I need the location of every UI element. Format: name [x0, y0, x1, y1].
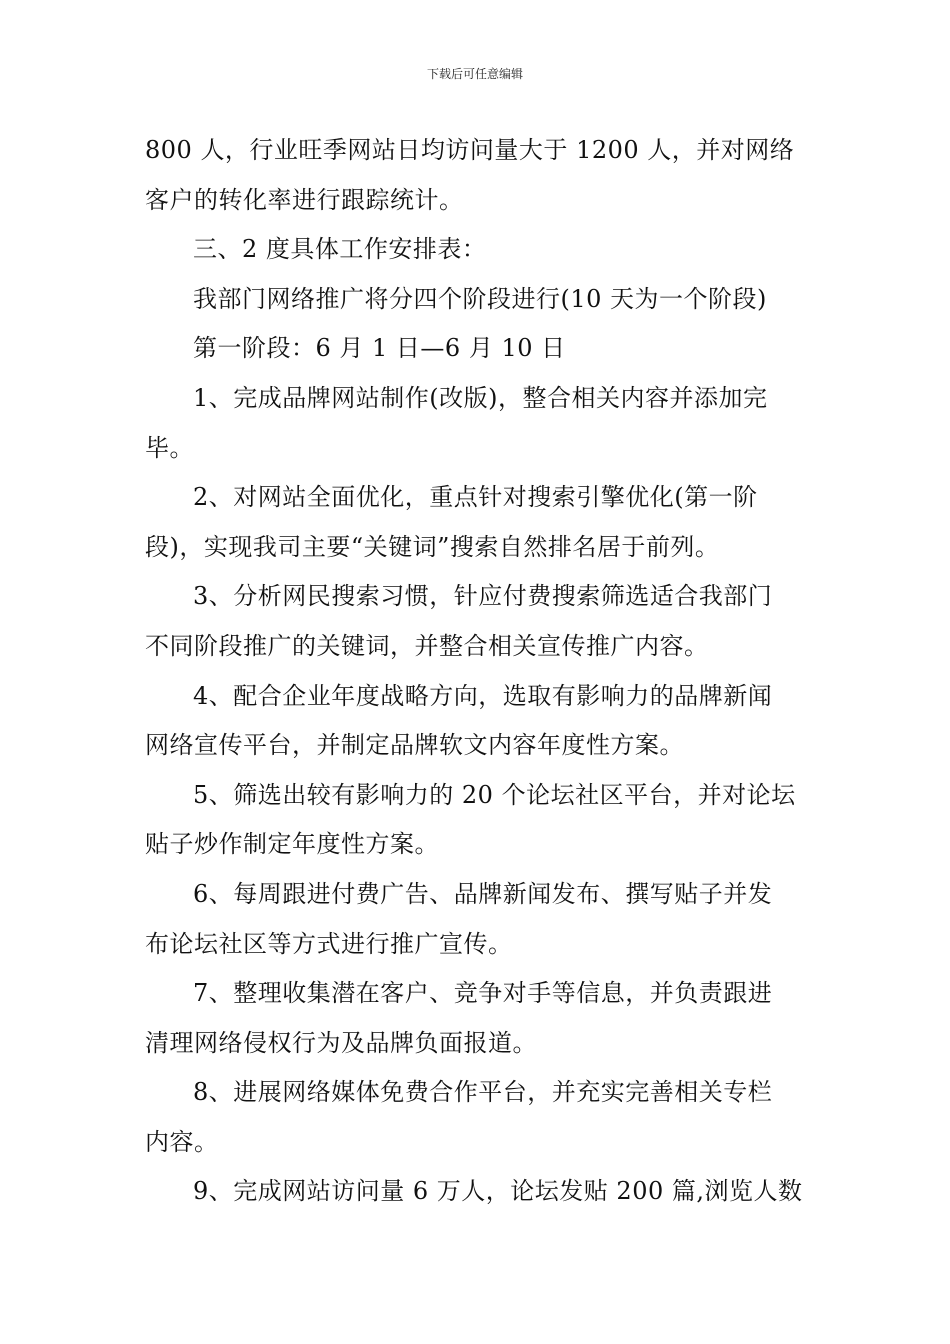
list-item-8: 8、进展网络媒体免费合作平台，并充实完善相关专栏	[193, 1078, 773, 1107]
list-item-4: 4、配合企业年度战略方向，选取有影响力的品牌新闻	[193, 681, 773, 710]
list-item-9: 9、完成网站访问量 6 万人，论坛发贴 200 篇,浏览人数	[193, 1177, 803, 1206]
list-item-8-cont: 内容。	[145, 1127, 219, 1156]
list-item-3-cont: 不同阶段推广的关键词，并整合相关宣传推广内容。	[145, 631, 709, 660]
list-item-3: 3、分析网民搜索习惯，针应付费搜索筛选适合我部门	[193, 582, 773, 611]
text-line: 我部门网络推广将分四个阶段进行(10 天为一个阶段)	[193, 284, 767, 313]
list-item-1-cont: 毕。	[145, 433, 194, 462]
phase-heading: 第一阶段：6 月 1 日—6 月 10 日	[193, 334, 566, 363]
list-item-6: 6、每周跟进付费广告、品牌新闻发布、撰写贴子并发	[193, 879, 773, 908]
list-item-7: 7、整理收集潜在客户、竞争对手等信息，并负责跟进	[193, 979, 773, 1008]
list-item-4-cont: 网络宣传平台，并制定品牌软文内容年度性方案。	[145, 731, 684, 760]
text-line: 800 人，行业旺季网站日均访问量大于 1200 人，并对网络	[145, 136, 795, 164]
document-body	[145, 126, 809, 1217]
list-item-2-cont: 段)，实现我司主要“关键词”搜索自然排名居于前列。	[145, 532, 720, 561]
list-item-6-cont: 布论坛社区等方式进行推广宣传。	[145, 929, 513, 958]
list-item-5-cont: 贴子炒作制定年度性方案。	[145, 830, 439, 859]
list-item-1: 1、完成品牌网站制作(改版)，整合相关内容并添加完	[193, 383, 768, 412]
list-item-7-cont: 清理网络侵权行为及品牌负面报道。	[145, 1028, 537, 1057]
list-item-2: 2、对网站全面优化，重点针对搜索引擎优化(第一阶	[193, 483, 758, 512]
list-item-5: 5、筛选出较有影响力的 20 个论坛社区平台，并对论坛	[193, 780, 796, 809]
text-line: 客户的转化率进行跟踪统计。	[145, 185, 464, 214]
section-heading: 三、2 度具体工作安排表：	[193, 235, 487, 264]
page-header: 下载后可任意编辑	[426, 67, 523, 81]
